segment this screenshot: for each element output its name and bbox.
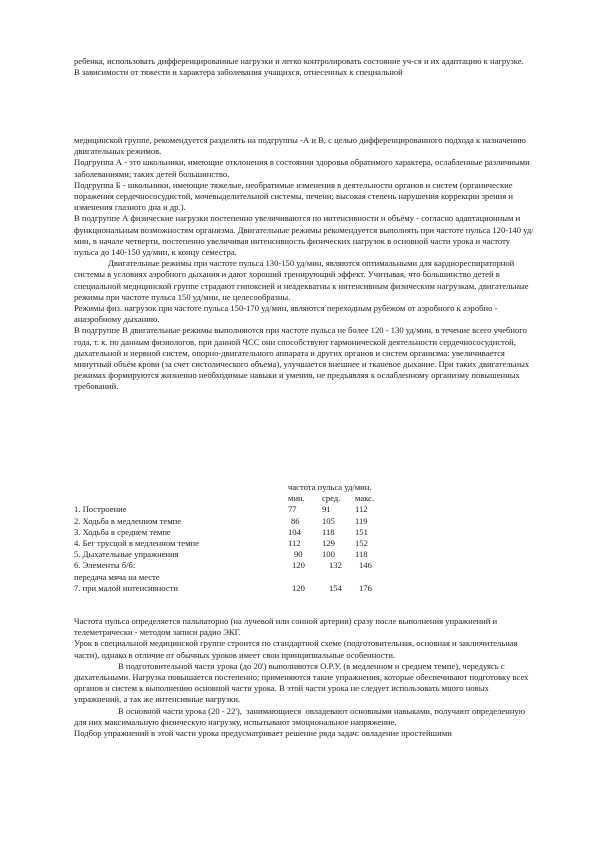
table-title: частота пульса уд/мин. bbox=[288, 482, 372, 492]
cell-avg: 105 bbox=[322, 515, 335, 526]
row-label: 3. Ходьба в среднем темпе bbox=[74, 526, 171, 537]
paragraph: В зависимости от тяжести и характера заболевания учащихся, отнесенных к специальной bbox=[74, 67, 403, 78]
table-row bbox=[74, 504, 434, 515]
body-text-block-lower bbox=[74, 616, 536, 739]
cell-max: 112 bbox=[355, 504, 368, 515]
table-row bbox=[74, 527, 434, 538]
table-row bbox=[74, 583, 434, 594]
paragraph: В подгруппе А физические нагрузки постепенно увеличиваются по интенсивности и объёму - согласно адаптационным и функциональным возможностям организма. Двигательные режимы рекомендуется выполнять при частоте пульса 120-140 уд/мин, в начале четверти, постепенно увеличивая интенсивность физических нагрузок в основной части урока и частоту пульса до 140-150 уд/мин, к концу семестра. bbox=[74, 213, 534, 258]
table-row bbox=[74, 572, 434, 583]
cell-max: 176 bbox=[359, 582, 372, 593]
cell-max: 146 bbox=[359, 560, 372, 571]
body-text-block bbox=[74, 135, 536, 393]
cell-avg: 91 bbox=[322, 504, 331, 515]
header-avg: сред. bbox=[322, 493, 341, 504]
cell-min: 120 bbox=[292, 560, 305, 571]
paragraph: ребенка, использовать дифференцированные нагрузки и легко контролировать состояние уч-ся и их адаптацию к нагрузке. bbox=[74, 56, 524, 66]
row-label: 2. Ходьба в медленном темпе bbox=[74, 515, 182, 526]
cell-avg: 100 bbox=[322, 549, 335, 560]
cell-avg: 154 bbox=[329, 582, 342, 593]
paragraph: медицинской группе, рекомендуется разделять на подгруппы -А и В, с целью дифференцированного подхода к назначению двигательных режимов. bbox=[74, 135, 529, 157]
table-row bbox=[74, 538, 434, 549]
cell-min: 90 bbox=[294, 549, 303, 560]
paragraph: Подбор упражнений в этой части урока предусматривает решение ряда задач: овладение простейшими bbox=[74, 728, 452, 739]
cell-min: 77 bbox=[288, 504, 297, 515]
row-label: передача мяча на месте bbox=[74, 571, 160, 582]
table-title-row bbox=[74, 482, 434, 493]
cell-max: 118 bbox=[355, 549, 368, 560]
cell-avg: 129 bbox=[322, 537, 335, 548]
top-text-block bbox=[74, 56, 536, 78]
row-label: 4. Бег трусцой в медленном темпе bbox=[74, 537, 199, 548]
paragraph: Частота пульса определяется пальпаторно (на лучевой или сонной артерии) сразу после выполнения упражнений и телеметрически - методом записи радио ЭКГ. bbox=[74, 616, 500, 638]
cell-avg: 132 bbox=[329, 560, 342, 571]
cell-min: 86 bbox=[291, 515, 300, 526]
table-row bbox=[74, 549, 434, 560]
paragraph-indented: В основной части урока (20 - 22'), занимающиеся овладевают основными навыками, получают определенную для них максимальную физическую нагрузку, испытывают эмоциональное напряжение. bbox=[74, 705, 528, 727]
cell-max: 151 bbox=[355, 526, 368, 537]
row-label: 7. при малой интенсивности bbox=[74, 582, 178, 593]
pulse-table bbox=[74, 482, 434, 594]
cell-min: 104 bbox=[288, 526, 301, 537]
paragraph: В подгруппе В двигательные режимы выполняются при частоте пульса не более 120 - 130 уд/мин, в течение всего учебного года, т. к. по данным физиологов, при данной ЧСС они способствуют гармонической деятельности сердечнососудистой, дыхательной и нервной систем, опорно-двигательного аппарата и других органов и систем организма: увеличивается минутный объём крови (за счет систолического объема), улучшается внешнее и тканевое дыхание. При таких двигательных режимах формируются жизненно необходимые навыки и умения, не предъявляя к ослабленному организму повышенных требований. bbox=[74, 325, 532, 392]
row-label: 1. Построение bbox=[74, 504, 127, 515]
cell-max: 152 bbox=[355, 537, 368, 548]
paragraph: Подгруппа А - это школьники, имеющие отклонения в состоянии здоровья обратимого характера, ослабленные различными заболеваниями; таких детей большинство. bbox=[74, 157, 532, 179]
cell-avg: 118 bbox=[322, 526, 335, 537]
table-row bbox=[74, 560, 434, 571]
header-min: мин. bbox=[288, 493, 305, 504]
paragraph: Урок в специальной медицинской группе строится по стандартной схеме (подготовительная, основная и заключительная части), однако в отличие от обычных уроков имеет свои принципиальные особенности. bbox=[74, 638, 520, 660]
paragraph: Режимы физ. нагрузок при частоте пульса 150-170 уд/мин, являются переходным рубежом от аэробного к аэробно - анаэробному дыханию. bbox=[74, 303, 500, 325]
table-row bbox=[74, 516, 434, 527]
row-label: 5. Дыхательные упражнения bbox=[74, 549, 179, 560]
paragraph: Подгруппа Б - школьники, имеющие тяжелые, необратимые изменения в деятельности органов и систем (органические поражения сердечнососудистой, мочевыделительной системы, печени; высокая степень нарушения коррекции зрения и изменения глазного дна и др.). bbox=[74, 179, 516, 213]
cell-min: 120 bbox=[292, 582, 305, 593]
table-header-row bbox=[74, 493, 434, 504]
header-max: макс. bbox=[355, 493, 375, 504]
cell-max: 119 bbox=[355, 515, 368, 526]
paragraph-indented: Двигательные режимы при частоте пульса 130-150 уд/мин, являются оптимальными для кардиореспираторной системы в условиях аэробного дыхания и дают хороший тренирующий эффект. Учитывая, что большинство детей в специальной медицинской группе страдают гипоксией и неадекватны к интенсивным физическим нагрузкам, двигательные режимы при частоте пульса 150 уд/мин, не целесообразны. bbox=[74, 258, 531, 302]
cell-min: 112 bbox=[288, 537, 301, 548]
paragraph-indented: В подготовительной части урока (до 20') выполняются О.Р.У. (в медленном и среднем темпе), чередуясь с дыхательными. Нагрузка повышается постепенно; применяются такие упражнения, которые обеспечивают подготовку всех органов и систем к выполнению основной части урока. В этой части урока не следует использовать много новых упражнений, а так же интенсивные нагрузки. bbox=[74, 660, 531, 705]
row-label: 6. Элементы б/б: bbox=[74, 560, 136, 571]
